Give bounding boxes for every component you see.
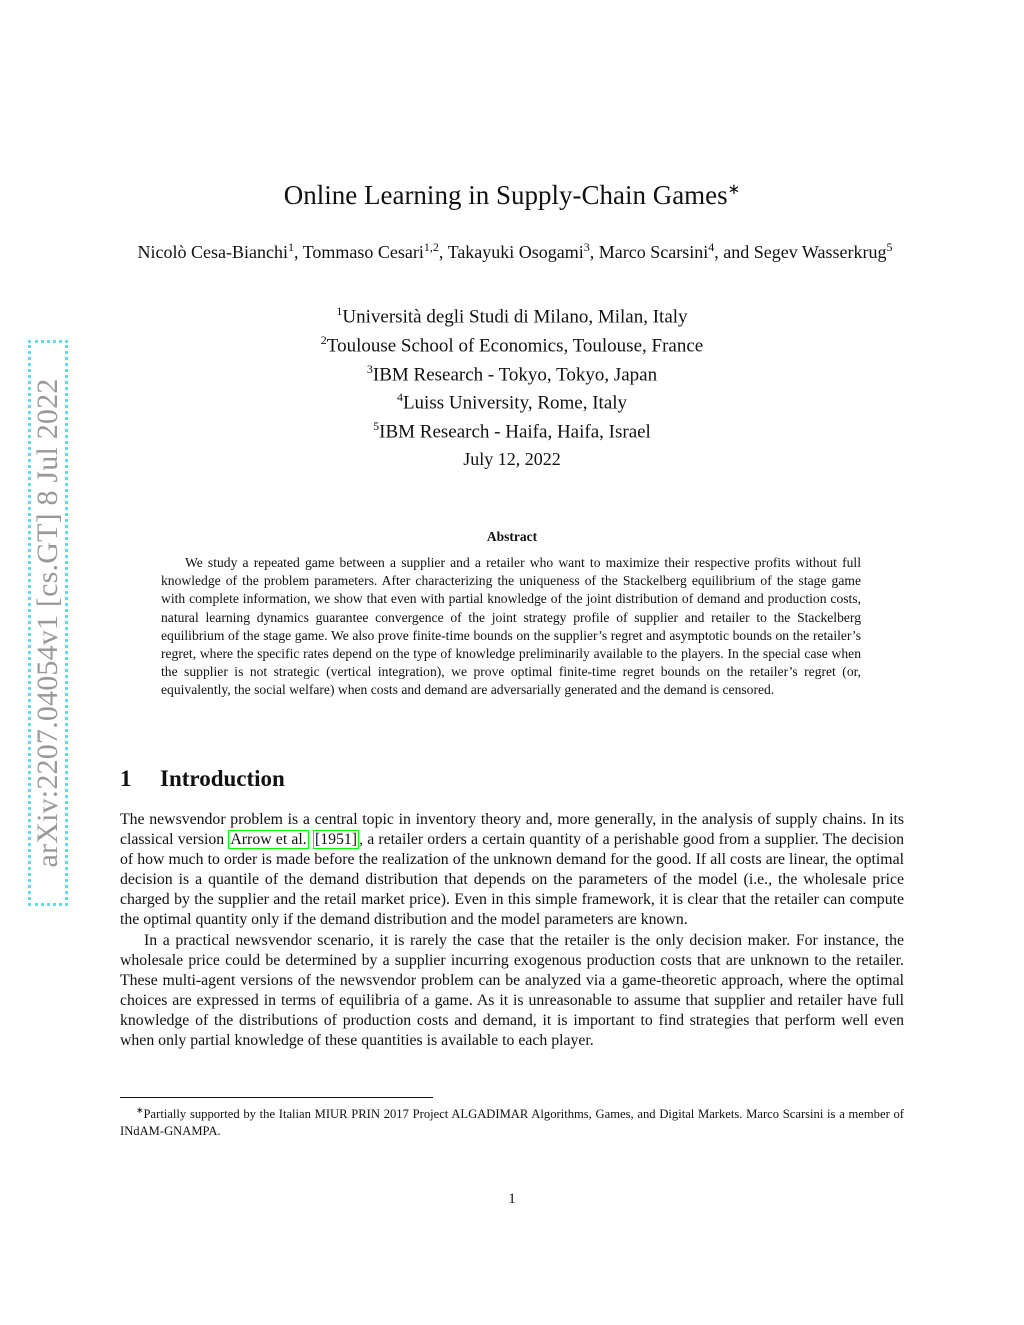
affiliation-mark: 5 <box>373 419 380 434</box>
author-name: Takayuki Osogami <box>447 242 584 262</box>
author-name: Tommaso Cesari <box>302 242 424 262</box>
author-affil-mark: 5 <box>886 240 893 254</box>
affiliation-mark: 2 <box>320 332 327 347</box>
author-list: Nicolò Cesa-Bianchi$^1$, Tommaso Cesari$^{1,2}$, Takayuki Osogami$^3$, Marco Scarsini$^4$, and Segev Wasserkrug$^5$ <box>137 240 893 262</box>
footnote-text: Partially supported by the Italian MIUR PRIN 2017 Project ALGADIMAR Algorithms, Games, and Digital Markets. Marco Scarsini is a member of INdAM-GNAMPA. <box>120 1107 904 1138</box>
affiliation-mark: 3 <box>366 361 373 376</box>
affiliation-list <box>0 300 1024 444</box>
author-affil-mark: 4 <box>708 240 715 254</box>
affiliation-line <box>0 329 1024 358</box>
affiliation-mark: 4 <box>396 390 403 405</box>
author-affil-mark: 1,2 <box>423 240 439 254</box>
paragraph-text: , a retailer orders a certain quantity of a perishable good from a supplier. The decision of how much to order is made before the realization of the unknown demand for the good. If all costs are linear, the optimal decision is a quantile of the demand distribution that depends on the parameters of the model (i.e., the wholesale price charged by the supplier and the retail market price). Even in this simple framework, it is clear that the retailer can compute the optimal quantity only if the demand distribution and the model parameters are known. <box>120 831 905 929</box>
arxiv-identifier-text: arXiv:2207.04054v1 [cs.GT] 8 Jul 2022 <box>31 378 64 868</box>
footnote-rule <box>120 1097 433 1098</box>
paragraph <box>120 810 904 931</box>
section-heading <box>120 766 285 792</box>
author-name: Nicolò Cesa-Bianchi <box>137 242 288 262</box>
affiliation-text: Università degli Studi di Milano, Milan, Italy <box>342 306 688 328</box>
footnote <box>120 1102 904 1139</box>
body-text <box>120 810 904 1051</box>
abstract-heading: Abstract <box>486 529 538 544</box>
affiliation-line <box>0 386 1024 415</box>
author-affil-mark: 3 <box>583 240 590 254</box>
affiliation-line <box>0 358 1024 387</box>
citation-link[interactable]: Arrow et al. <box>230 831 307 849</box>
author-name: Segev Wasserkrug <box>753 242 887 262</box>
page-number: 1 <box>508 1191 516 1207</box>
affiliation-text: Luiss University, Rome, Italy <box>402 392 628 414</box>
footnote-mark: ∗ <box>136 1105 144 1115</box>
title-footnote-mark[interactable]: ∗ <box>727 182 741 198</box>
section-title: Introduction <box>160 766 285 791</box>
author-name: Marco Scarsini <box>598 242 709 262</box>
section-number: 1 <box>120 766 132 791</box>
paragraph-text: The newsvendor problem is a central topic in inventory theory and, more generally, in the analysis of supply chains. In its classical version <box>120 811 904 849</box>
author-affil-mark: 1 <box>287 240 294 254</box>
affiliation-line <box>0 415 1024 444</box>
abstract-text: We study a repeated game between a supplier and a retailer who want to maximize their respective profits without full knowledge of the problem parameters. After characterizing the uniqueness of the Stackelberg equilibrium of the stage game with complete information, we show that even with partial knowledge of the joint distribution of demand and production costs, natural learning dynamics guarantee convergence of the joint strategy profile of supplier and retailer to the Stackelberg equilibrium of the stage game. We also prove finite-time bounds on the supplier’s regret and asymptotic bounds on the retailer’s regret, where the specific rates depend on the type of knowledge preliminarily available to the players. In the special case when the supplier is not strategic (vertical integration), we prove optimal finite-time regret bounds on the retailer’s regret (or, equivalently, the social welfare) when costs and demand are adversarially generated and the demand is censored. <box>161 555 861 698</box>
author-conjunction: and <box>723 242 750 262</box>
affiliation-text: IBM Research - Haifa, Haifa, Israel <box>379 421 651 443</box>
paper-title-text: Online Learning in Supply-Chain Games <box>283 180 728 210</box>
affiliation-text: IBM Research - Tokyo, Tokyo, Japan <box>372 363 658 385</box>
affiliation-line <box>0 300 1024 329</box>
citation-year-link[interactable]: [1951] <box>314 831 358 849</box>
paragraph: In a practical newsvendor scenario, it is rarely the case that the retailer is the only decision maker. For instance, the wholesale price could be determined by a supplier incurring exogenous production costs that are unknown to the retailer. These multi-agent versions of the newsvendor problem can be analyzed via a game-theoretic approach, where the optimal choices are expressed in terms of equilibria of a game. As it is unreasonable to assume that supplier and retailer have full knowledge of the distributions of production costs and demand, it is important to find strategies that perform well even when only partial knowledge of these quantities is available to each player. <box>120 931 904 1050</box>
affiliation-text: Toulouse School of Economics, Toulouse, France <box>326 335 704 357</box>
paper-date: July 12, 2022 <box>463 449 561 469</box>
affiliation-mark: 1 <box>336 304 343 318</box>
paper-title <box>0 180 1024 211</box>
